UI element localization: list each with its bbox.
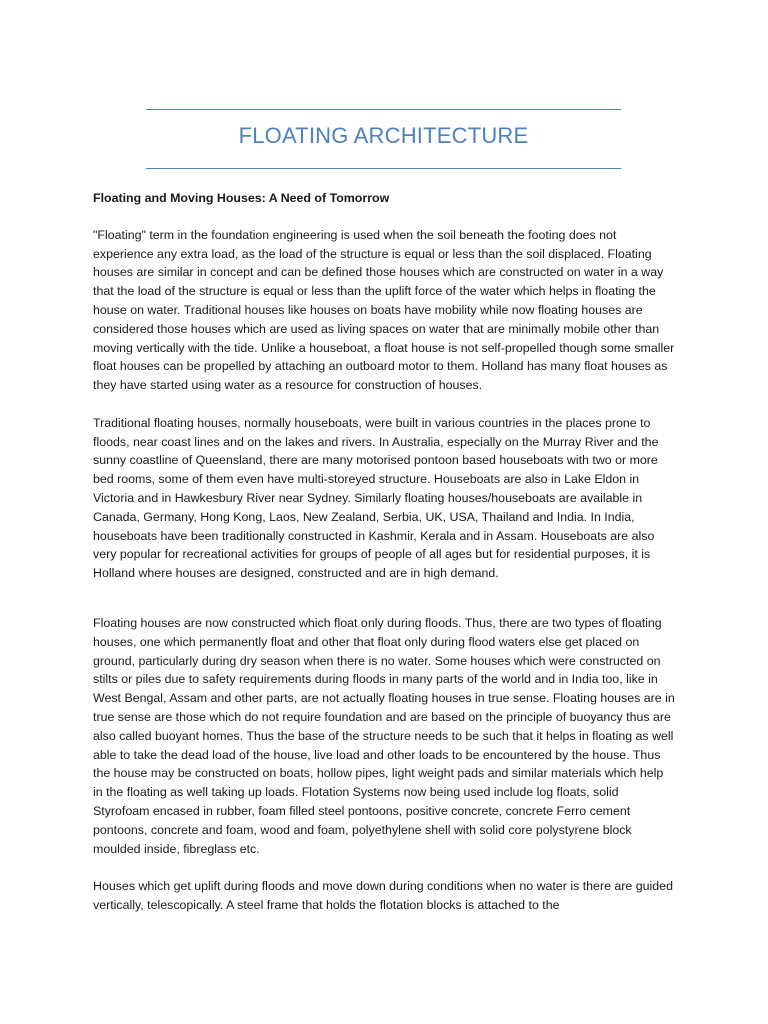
title-bottom-divider [146,168,621,169]
paragraph-flood-floating-houses: Floating houses are now constructed which float only during floods. Thus, there are two types of floating houses, one which permanently float and other that float only during flood waters else get placed on ground, particularly during dry season when there is no water. Some houses which were constructed on stilts or piles due to safety requirements during floods in many parts of the world and in India too, like in West Bengal, Assam and other parts, are not actually floating houses in true sense. Floating houses are in true sense are those which do not require foundation and are based on the principle of buoyancy thus are also called buoyant homes. Thus the base of the structure needs to be such that it helps in floating as well able to take the dead load of the house, live load and other loads to be encountered by the house. Thus the house may be constructed on boats, hollow pipes, light weight pads and similar materials which help in the floating as well taking up loads. Flotation Systems now being used include log floats, solid Styrofoam encased in rubber, foam filled steel pontoons, positive concrete, concrete Ferro cement pontoons, concrete and foam, wood and foam, polyethylene shell with solid core polystyrene block moulded inside, fibreglass etc. [93,615,675,856]
section-heading: Floating and Moving Houses: A Need of Tomorrow [93,191,390,205]
title-top-divider [146,109,621,110]
paragraph-vertical-guidance: Houses which get uplift during floods and move down during conditions when no water is there are guided vertically, telescopically. A steel frame that holds the flotation blocks is attached to the [93,879,673,912]
document-title: FLOATING ARCHITECTURE [238,123,529,148]
document-body [93,189,676,933]
paragraph-traditional-houseboats: Traditional floating houses, normally houseboats, were built in various countries in the places prone to floods, near coast lines and on the lakes and rivers. In Australia, especially on the Murray River and the sunny coastline of Queensland, there are many motorised pontoon based houseboats with two or more bed rooms, some of them even have multi-storeyed structure. Houseboats are also in Lake Eldon in Victoria and in Hawkesbury River near Sydney. Similarly floating houses/houseboats are available in Canada, Germany, Hong Kong, Laos, New Zealand, Serbia, UK, USA, Thailand and India. In India, houseboats have been traditionally constructed in Kashmir, Kerala and in Assam. Houseboats are also very popular for recreational activities for groups of people of all ages but for residential purposes, it is Holland where houses are designed, constructed and are in high demand. [93,415,659,581]
paragraph-floating-definition: "Floating" term in the foundation engineering is used when the soil beneath the footing does not experience any extra load, as the load of the structure is equal or less than the soil displaced. Floating houses are similar in concept and can be defined those houses which are constructed on water in a way that the load of the structure is equal or less than the uplift force of the water which helps in floating the house on water. Traditional houses like houses on boats have mobility while now floating houses are considered those houses which are used as living spaces on water that are minimally mobile other than moving vertically with the tide. Unlike a houseboat, a float house is not self-propelled though some smaller float houses can be propelled by attaching an outboard motor to them. Holland has many float houses as they have started using water as a resource for construction of houses. [93,227,675,393]
